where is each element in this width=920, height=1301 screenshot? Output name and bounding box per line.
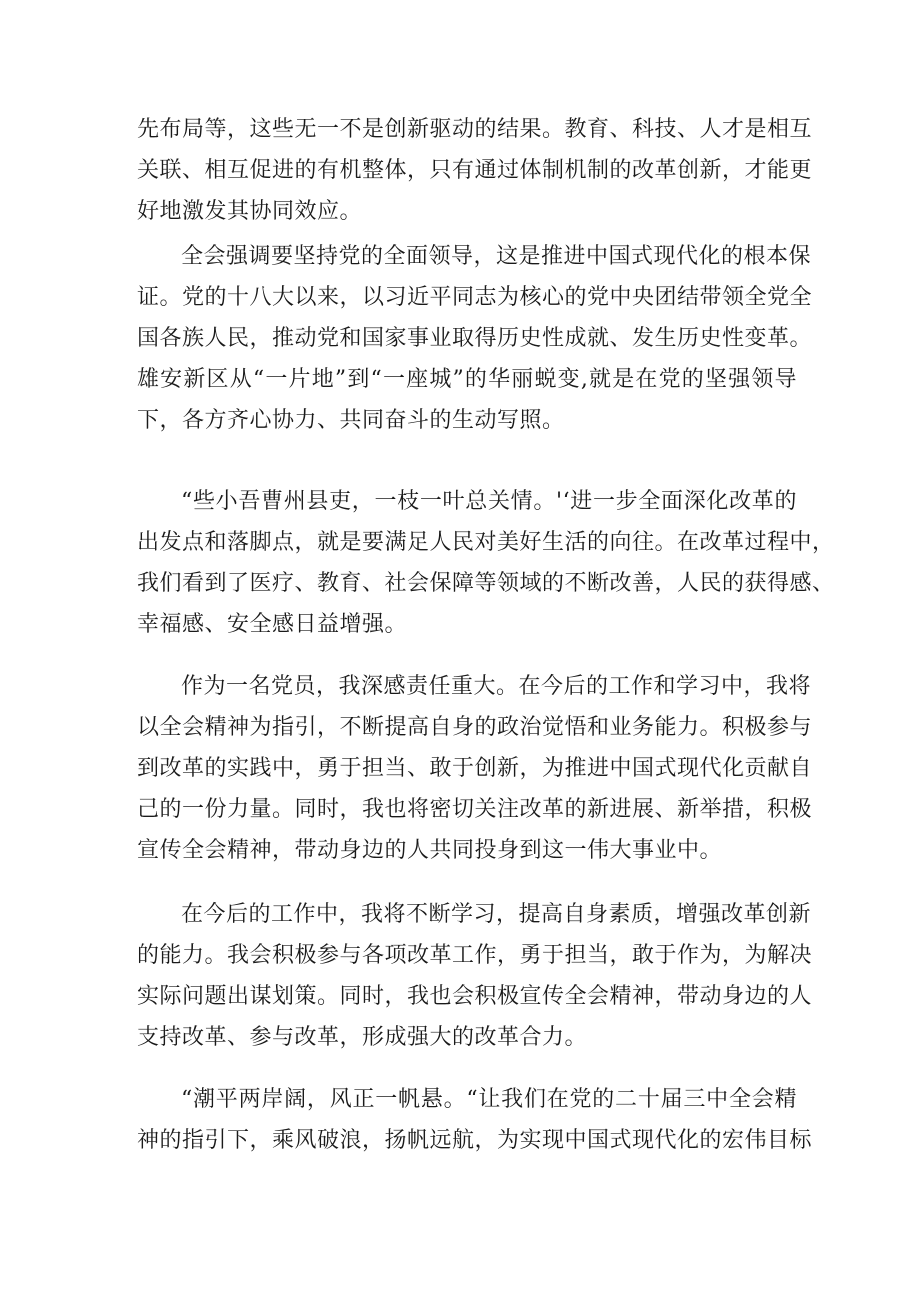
paragraph-line: “潮平两岸阔，风正一帆悬。“让我们在党的二十届三中全会精 [181, 1087, 797, 1112]
paragraph-line: 出发点和落脚点，就是要满足人民对美好生活的向往。在改革过程中， [137, 530, 835, 555]
paragraph-line: 下，各方齐心协力、共同奋斗的生动写照。 [137, 408, 565, 433]
paragraph-line: “些小吾曹州县吏，一枝一叶总关情。'‘进一步全面深化改革的 [181, 489, 797, 514]
paragraph-line: 以全会精神为指引，不断提高自身的政治觉悟和业务能力。积极参与 [137, 715, 813, 740]
paragraph-3 [137, 481, 835, 645]
paragraph-line: 幸福感、安全感日益增强。 [137, 612, 408, 637]
paragraph-line: 国各族人民，推动党和国家事业取得历史性成就、发生历史性变革。 [137, 326, 813, 351]
paragraph-line: 支持改革、参与改革，形成强大的改革合力。 [137, 1025, 588, 1050]
paragraph-line: 全会强调要坚持党的全面领导，这是推进中国式现代化的根本保 [181, 244, 812, 269]
paragraph-line: 己的一份力量。同时，我也将密切关注改革的新进展、新举措，积极 [137, 797, 813, 822]
paragraph-line: 在今后的工作中，我将不断学习，提高自身素质，增强改革创新 [181, 902, 812, 927]
paragraph-line: 的能力。我会积极参与各项改革工作，勇于担当，敢于作为，为解决 [137, 943, 813, 968]
paragraph-line: 好地激发其协同效应。 [137, 199, 363, 224]
paragraph-2 [137, 236, 813, 441]
paragraph-5 [137, 894, 813, 1058]
paragraph-4 [137, 666, 813, 871]
paragraph-line: 我们看到了医疗、教育、社会保障等领域的不断改善，人民的获得感、 [137, 571, 835, 596]
paragraph-line: 证。党的十八大以来，以习近平同志为核心的党中央团结带领全党全 [137, 285, 813, 310]
paragraph-line: 先布局等，这些无一不是创新驱动的结果。教育、科技、人才是相互 [137, 117, 813, 142]
paragraph-1 [137, 109, 813, 232]
paragraph-line: 作为一名党员，我深感责任重大。在今后的工作和学习中，我将 [181, 674, 812, 699]
paragraph-line: 宣传全会精神，带动身边的人共同投身到这一伟大事业中。 [137, 838, 723, 863]
paragraph-6 [137, 1079, 813, 1161]
paragraph-line: 实际问题出谋划策。同时，我也会积极宣传全会精神，带动身边的人 [137, 984, 813, 1009]
paragraph-line: 雄安新区从“一片地”到“一座城”的华丽蜕变,就是在党的坚强领导 [137, 367, 797, 392]
paragraph-line: 到改革的实践中，勇于担当、敢于创新，为推进中国式现代化贡献自 [137, 756, 813, 781]
paragraph-line: 关联、相互促进的有机整体，只有通过体制机制的改革创新，才能更 [137, 158, 813, 183]
paragraph-line: 神的指引下，乘风破浪，扬帆远航，为实现中国式现代化的宏伟目标 [137, 1128, 813, 1153]
